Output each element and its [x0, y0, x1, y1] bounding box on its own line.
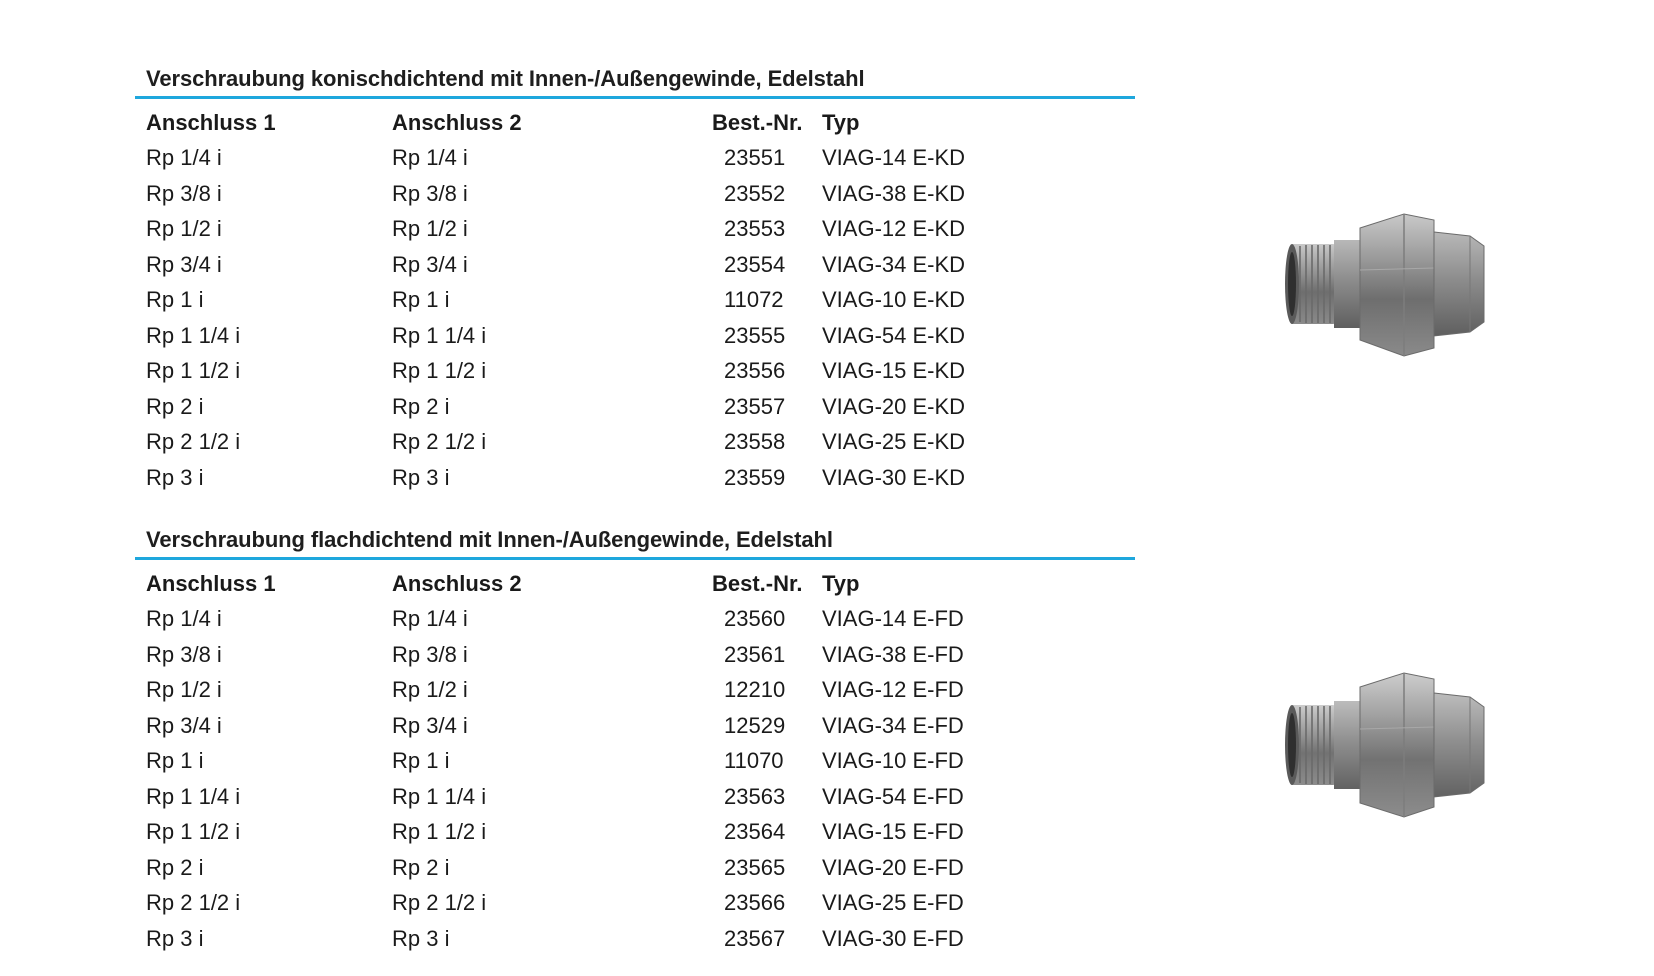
cell-type: VIAG-34 E-FD [822, 712, 964, 738]
table-row [135, 247, 1022, 283]
column-header-type: Typ [822, 109, 860, 135]
cell-connection-1: Rp 1 i [146, 748, 204, 774]
cell-order-number: 23567 [724, 925, 786, 951]
table-row [135, 886, 1022, 922]
cell-type: VIAG-54 E-KD [822, 322, 966, 348]
cell-type: VIAG-14 E-KD [822, 145, 966, 171]
cell-type: VIAG-38 E-KD [822, 180, 966, 206]
cell-order-number: 23566 [724, 890, 786, 916]
cell-connection-2: Rp 1/4 i [392, 606, 468, 632]
cell-connection-1: Rp 2 1/2 i [146, 429, 241, 455]
table-row [135, 708, 1022, 744]
cell-type: VIAG-20 E-KD [822, 393, 966, 419]
table-row [135, 921, 1022, 957]
cell-connection-1: Rp 2 1/2 i [146, 890, 241, 916]
cell-connection-1: Rp 2 i [146, 393, 204, 419]
cell-connection-2: Rp 1 i [392, 287, 450, 313]
cell-order-number: 23564 [724, 819, 786, 845]
cell-connection-2: Rp 2 i [392, 393, 450, 419]
table-row [135, 176, 1022, 212]
cell-connection-1: Rp 3/4 i [146, 712, 222, 738]
cell-connection-1: Rp 1/4 i [146, 145, 222, 171]
column-header-order-number: Best.-Nr. [712, 109, 803, 135]
table-header-row [135, 105, 1022, 141]
table-row [135, 354, 1022, 390]
cell-connection-1: Rp 3/8 i [146, 180, 222, 206]
cell-type: VIAG-54 E-FD [822, 783, 964, 809]
table-row [135, 673, 1022, 709]
cell-connection-1: Rp 1 1/4 i [146, 783, 241, 809]
cell-connection-1: Rp 3 i [146, 464, 204, 490]
cell-connection-2: Rp 3/8 i [392, 180, 468, 206]
cell-type: VIAG-20 E-FD [822, 854, 964, 880]
section-flat-sealing [135, 525, 1135, 957]
cell-type: VIAG-12 E-FD [822, 677, 964, 703]
column-header-connection-2: Anschluss 2 [392, 109, 522, 135]
cell-order-number: 23561 [724, 641, 786, 667]
cell-type: VIAG-30 E-FD [822, 925, 964, 951]
section-title: Verschraubung konischdichtend mit Innen-/Außengewinde, Edelstahl [135, 64, 1135, 99]
cell-order-number: 23556 [724, 358, 786, 384]
cell-order-number: 23560 [724, 606, 786, 632]
table-row [135, 141, 1022, 177]
column-header-connection-1: Anschluss 1 [146, 570, 276, 596]
cell-connection-1: Rp 2 i [146, 854, 204, 880]
cell-type: VIAG-12 E-KD [822, 216, 966, 242]
cell-order-number: 12529 [724, 712, 786, 738]
cell-connection-2: Rp 3/4 i [392, 712, 468, 738]
column-header-connection-1: Anschluss 1 [146, 109, 276, 135]
table-row [135, 389, 1022, 425]
cell-connection-2: Rp 3/8 i [392, 641, 468, 667]
cell-order-number: 23563 [724, 783, 786, 809]
cell-connection-2: Rp 3 i [392, 925, 450, 951]
cell-order-number: 23555 [724, 322, 786, 348]
pipe-union-fitting-image [1284, 210, 1492, 358]
cell-order-number: 23554 [724, 251, 786, 277]
table-row [135, 602, 1022, 638]
table-row [135, 779, 1022, 815]
cell-connection-1: Rp 1/4 i [146, 606, 222, 632]
cell-type: VIAG-10 E-KD [822, 287, 966, 313]
cell-order-number: 11072 [724, 287, 784, 313]
cell-type: VIAG-10 E-FD [822, 748, 964, 774]
table-row [135, 460, 1022, 496]
cell-connection-1: Rp 1 1/2 i [146, 819, 241, 845]
table-row [135, 212, 1022, 248]
product-table [135, 105, 1022, 496]
table-row [135, 850, 1022, 886]
table-row [135, 425, 1022, 461]
cell-connection-2: Rp 2 1/2 i [392, 429, 487, 455]
cell-type: VIAG-15 E-KD [822, 358, 966, 384]
cell-connection-2: Rp 1 1/4 i [392, 322, 487, 348]
cell-order-number: 11070 [724, 748, 784, 774]
cell-type: VIAG-25 E-KD [822, 429, 966, 455]
cell-connection-1: Rp 1/2 i [146, 677, 222, 703]
cell-connection-2: Rp 2 i [392, 854, 450, 880]
column-header-type: Typ [822, 570, 860, 596]
section-title: Verschraubung flachdichtend mit Innen-/Außengewinde, Edelstahl [135, 525, 1135, 560]
table-row [135, 318, 1022, 354]
cell-type: VIAG-34 E-KD [822, 251, 966, 277]
table-header-row [135, 566, 1022, 602]
cell-connection-2: Rp 3/4 i [392, 251, 468, 277]
cell-connection-2: Rp 3 i [392, 464, 450, 490]
cell-order-number: 23551 [724, 145, 786, 171]
cell-connection-1: Rp 1 1/4 i [146, 322, 241, 348]
cell-order-number: 12210 [724, 677, 786, 703]
cell-connection-2: Rp 1/2 i [392, 216, 468, 242]
table-row [135, 744, 1022, 780]
table-row [135, 283, 1022, 319]
cell-order-number: 23558 [724, 429, 786, 455]
cell-connection-2: Rp 1 1/2 i [392, 819, 487, 845]
section-conical-sealing [135, 64, 1135, 496]
cell-order-number: 23553 [724, 216, 786, 242]
cell-type: VIAG-30 E-KD [822, 464, 966, 490]
cell-order-number: 23565 [724, 854, 786, 880]
cell-connection-2: Rp 1/2 i [392, 677, 468, 703]
cell-connection-1: Rp 3 i [146, 925, 204, 951]
table-row [135, 637, 1022, 673]
product-table [135, 566, 1022, 957]
cell-order-number: 23552 [724, 180, 786, 206]
cell-connection-1: Rp 3/4 i [146, 251, 222, 277]
pipe-union-fitting-image [1284, 671, 1492, 819]
cell-order-number: 23559 [724, 464, 786, 490]
cell-order-number: 23557 [724, 393, 786, 419]
cell-type: VIAG-38 E-FD [822, 641, 964, 667]
cell-connection-1: Rp 1 1/2 i [146, 358, 241, 384]
cell-connection-2: Rp 1 i [392, 748, 450, 774]
cell-connection-2: Rp 1 1/4 i [392, 783, 487, 809]
cell-connection-1: Rp 1 i [146, 287, 204, 313]
cell-connection-2: Rp 2 1/2 i [392, 890, 487, 916]
cell-connection-2: Rp 1/4 i [392, 145, 468, 171]
cell-type: VIAG-15 E-FD [822, 819, 964, 845]
cell-connection-1: Rp 1/2 i [146, 216, 222, 242]
cell-type: VIAG-25 E-FD [822, 890, 964, 916]
cell-connection-1: Rp 3/8 i [146, 641, 222, 667]
cell-type: VIAG-14 E-FD [822, 606, 964, 632]
cell-connection-2: Rp 1 1/2 i [392, 358, 487, 384]
column-header-connection-2: Anschluss 2 [392, 570, 522, 596]
column-header-order-number: Best.-Nr. [712, 570, 803, 596]
table-row [135, 815, 1022, 851]
